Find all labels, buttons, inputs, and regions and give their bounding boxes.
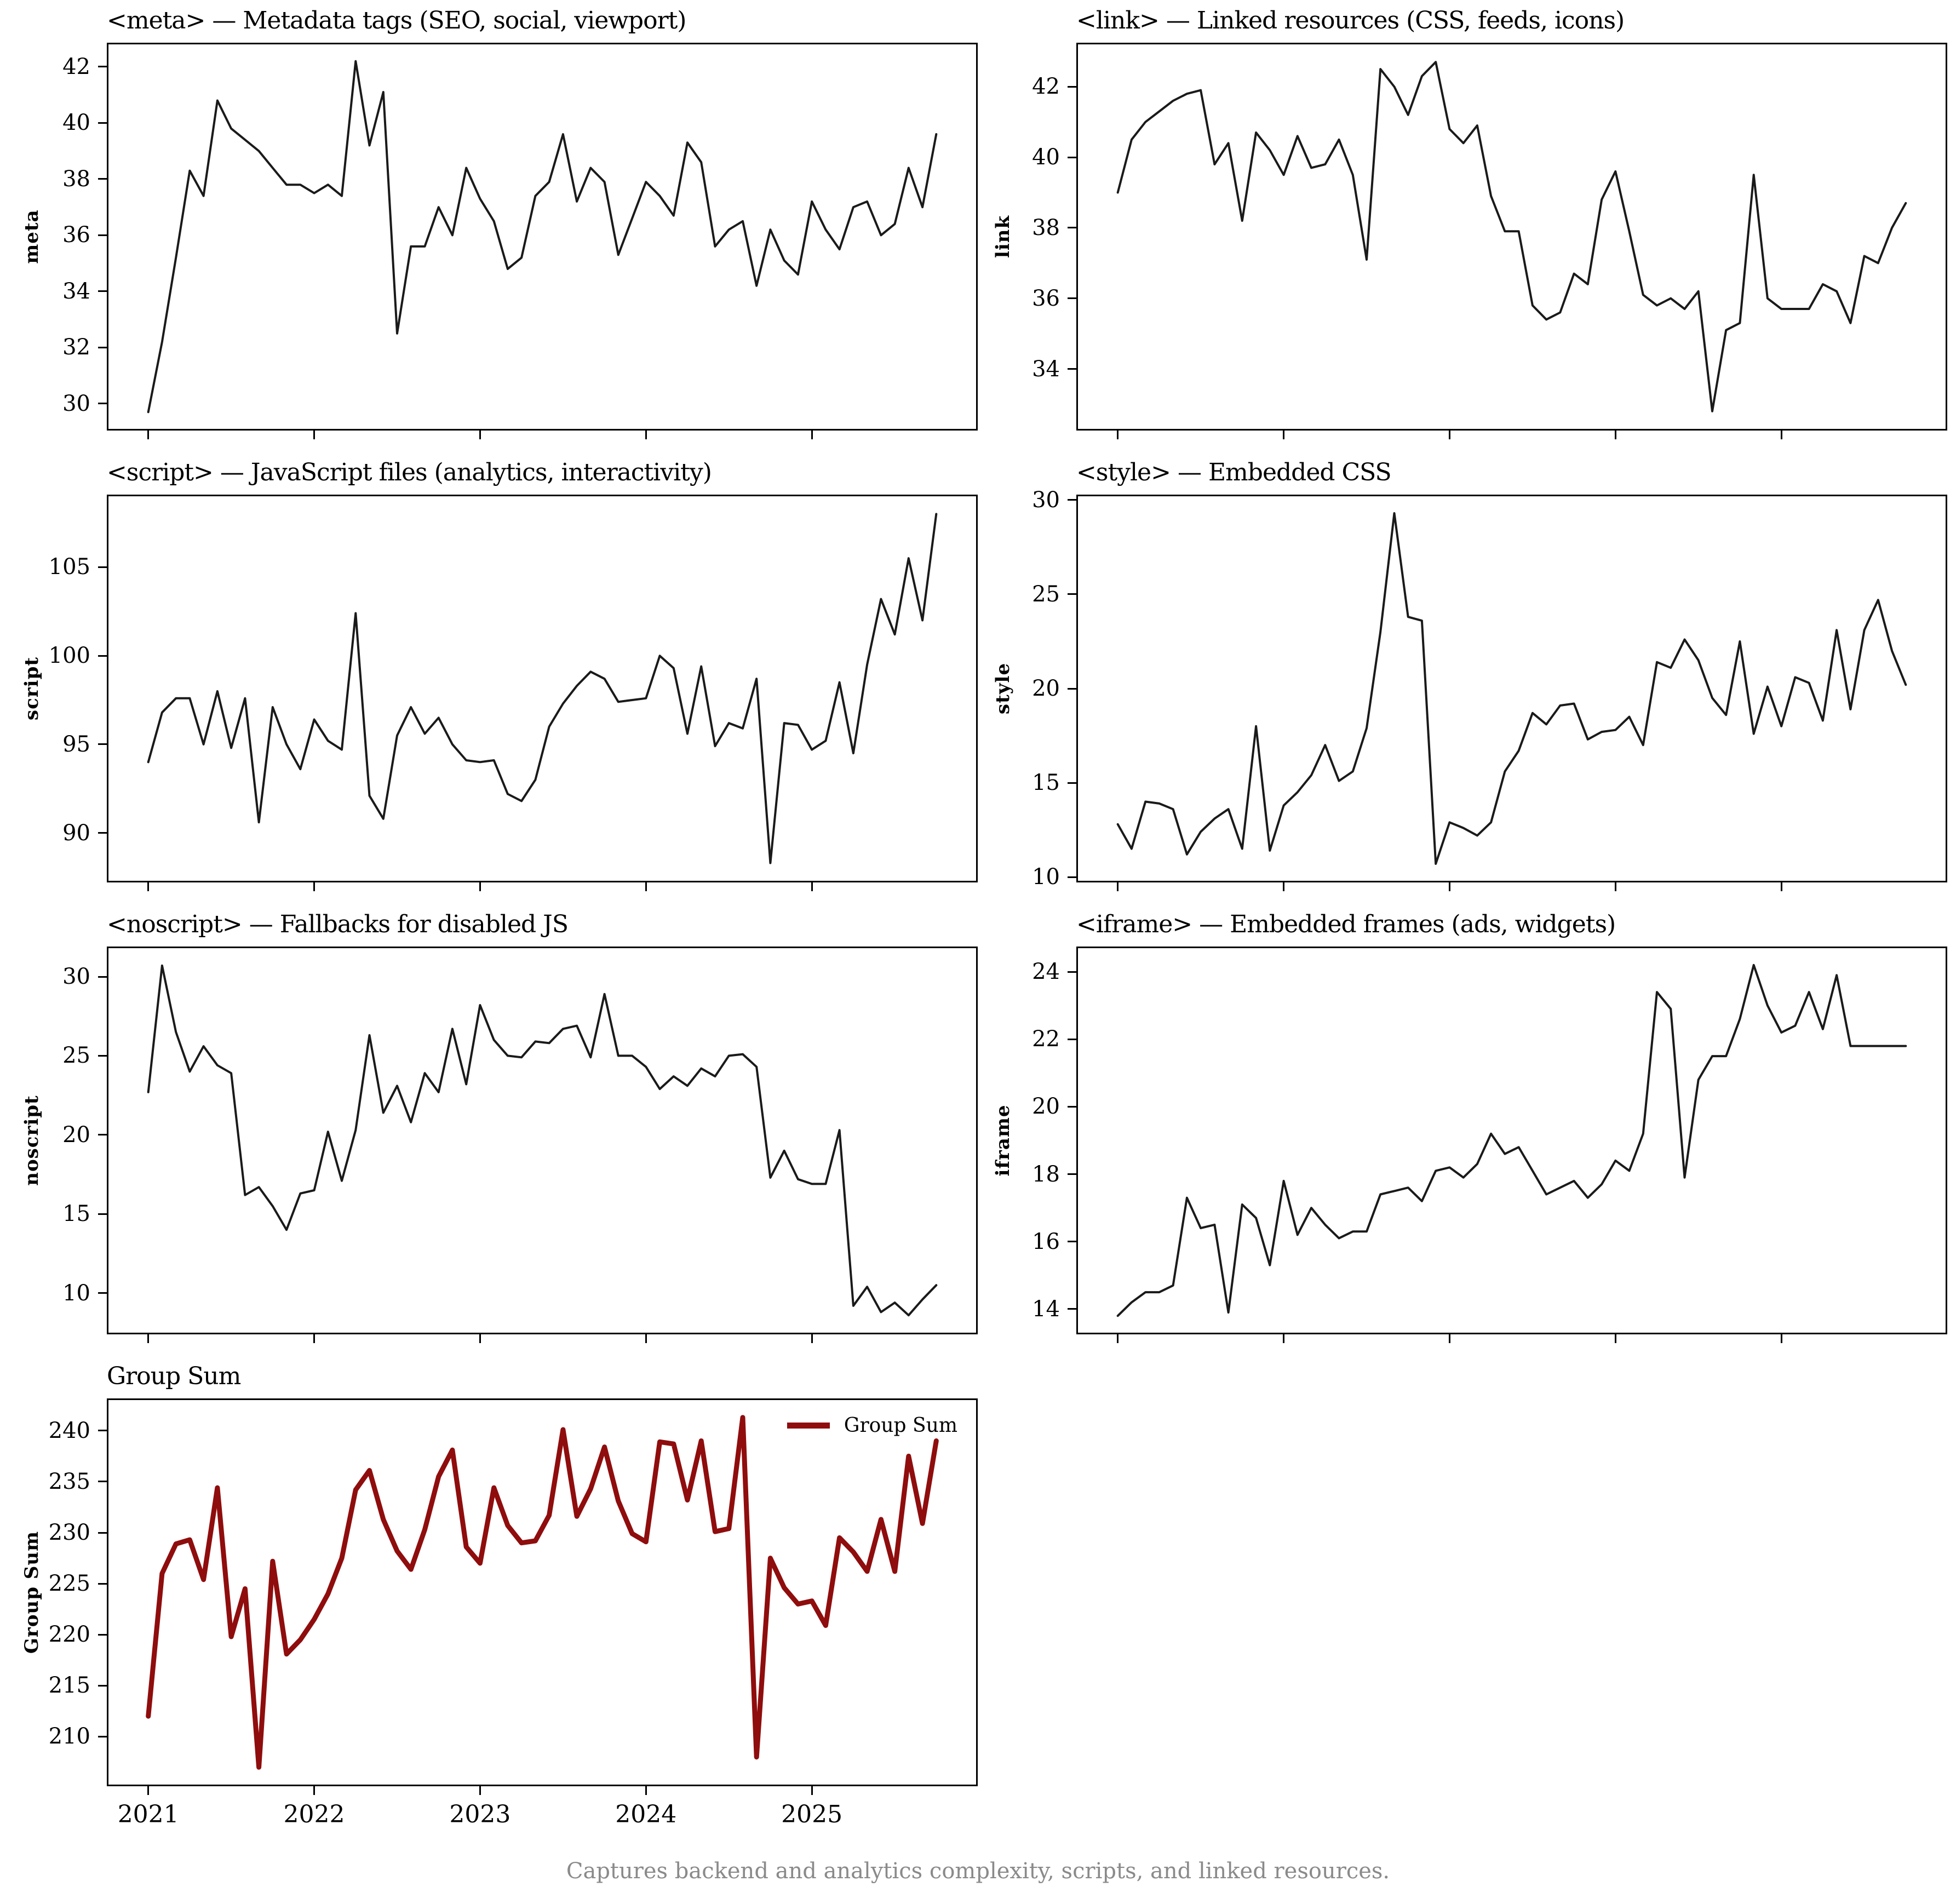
x-tick	[1117, 1334, 1118, 1343]
y-tick	[1068, 782, 1076, 784]
x-tick	[1283, 431, 1284, 439]
y-tick	[1068, 1106, 1076, 1108]
y-tick	[1068, 297, 1076, 299]
y-tick-label: 15	[1032, 770, 1060, 796]
y-tick	[98, 832, 107, 834]
y-tick	[1068, 157, 1076, 158]
y-tick-label: 16	[1032, 1229, 1060, 1254]
y-tick-label: 20	[1032, 676, 1060, 701]
legend-label: Group Sum	[844, 1414, 957, 1437]
y-tick	[1068, 227, 1076, 228]
line-series	[108, 44, 976, 429]
plot-area	[107, 43, 978, 431]
plot-area	[1076, 495, 1947, 882]
y-tick	[1068, 86, 1076, 88]
y-tick-label: 100	[48, 643, 90, 669]
y-tick	[98, 1292, 107, 1294]
y-tick	[98, 66, 107, 67]
plot-area	[107, 495, 978, 882]
y-tick-label: 36	[1032, 285, 1060, 311]
line-series	[108, 948, 976, 1333]
x-tick-label: 2023	[449, 1800, 511, 1828]
x-tick-label: 2021	[117, 1800, 179, 1828]
chart-title: <noscript> — Fallbacks for disabled JS	[107, 910, 568, 938]
x-tick	[1615, 882, 1616, 891]
legend	[787, 1414, 957, 1437]
subplot-group-sum	[0, 1356, 978, 1838]
y-tick-label: 18	[1032, 1161, 1060, 1187]
y-tick-label: 215	[48, 1673, 90, 1699]
x-tick	[1615, 1334, 1616, 1343]
x-tick	[1781, 1334, 1782, 1343]
line-series	[108, 1400, 976, 1785]
y-tick-label: 22	[1032, 1026, 1060, 1052]
y-tick	[98, 566, 107, 568]
y-tick-label: 230	[48, 1520, 90, 1546]
y-tick	[98, 1583, 107, 1585]
x-tick	[1449, 431, 1450, 439]
x-tick	[1615, 431, 1616, 439]
x-tick	[147, 882, 149, 891]
y-tick-label: 38	[1032, 215, 1060, 240]
y-tick-label: 10	[62, 1280, 90, 1306]
y-tick-label: 20	[62, 1122, 90, 1148]
subplot-link	[978, 0, 1956, 452]
x-tick	[147, 1786, 149, 1795]
y-tick-label: 20	[1032, 1094, 1060, 1120]
x-tick	[147, 431, 149, 439]
subplot-noscript	[0, 904, 978, 1356]
subplot-script	[0, 452, 978, 904]
x-tick	[811, 882, 813, 891]
chart-title: <script> — JavaScript files (analytics, interactivity)	[107, 458, 712, 486]
x-tick	[479, 431, 481, 439]
x-tick	[147, 1334, 149, 1343]
y-tick	[98, 290, 107, 292]
chart-title: <iframe> — Embedded frames (ads, widgets)	[1076, 910, 1616, 938]
subplot-meta	[0, 0, 978, 452]
y-tick	[98, 655, 107, 657]
y-tick-label: 240	[48, 1418, 90, 1443]
y-tick	[98, 1055, 107, 1057]
chart-title: <meta> — Metadata tags (SEO, social, viewport)	[107, 7, 686, 35]
x-tick	[313, 882, 315, 891]
y-tick-label: 90	[62, 820, 90, 846]
y-tick	[1068, 1173, 1076, 1175]
x-tick	[645, 1786, 647, 1795]
x-tick	[811, 1786, 813, 1795]
x-tick-label: 2025	[781, 1800, 843, 1828]
y-tick	[1068, 688, 1076, 690]
y-tick-label: 25	[1032, 581, 1060, 607]
y-tick	[98, 178, 107, 180]
x-tick	[1283, 882, 1284, 891]
x-tick	[1781, 431, 1782, 439]
x-tick	[1449, 882, 1450, 891]
plot-area	[1076, 947, 1947, 1334]
y-tick	[1068, 499, 1076, 501]
y-tick	[98, 122, 107, 124]
line-series	[1078, 948, 1946, 1333]
x-tick	[1283, 1334, 1284, 1343]
y-axis-label: noscript	[21, 1095, 43, 1186]
y-tick-label: 34	[1032, 356, 1060, 382]
y-tick	[98, 1736, 107, 1737]
y-tick-label: 24	[1032, 959, 1060, 985]
y-tick-label: 38	[62, 166, 90, 192]
y-tick-label: 42	[62, 54, 90, 79]
line-series	[1078, 496, 1946, 881]
y-tick-label: 42	[1032, 74, 1060, 100]
y-tick	[1068, 593, 1076, 595]
x-tick	[479, 882, 481, 891]
y-tick	[1068, 368, 1076, 370]
y-tick	[1068, 1039, 1076, 1040]
chart-title: Group Sum	[107, 1362, 241, 1390]
y-tick	[98, 743, 107, 745]
chart-title: <link> — Linked resources (CSS, feeds, icons)	[1076, 7, 1625, 35]
x-tick	[479, 1786, 481, 1795]
y-tick-label: 15	[62, 1201, 90, 1227]
y-tick	[98, 1213, 107, 1215]
y-axis-label: Group Sum	[21, 1530, 43, 1654]
y-tick-label: 105	[48, 554, 90, 580]
x-tick	[1781, 882, 1782, 891]
plot-area	[1076, 43, 1947, 431]
y-tick	[98, 1532, 107, 1534]
y-tick	[98, 976, 107, 978]
y-tick	[98, 1430, 107, 1431]
y-axis-label: meta	[21, 209, 43, 264]
y-tick	[1068, 1308, 1076, 1310]
y-tick-label: 30	[1032, 487, 1060, 513]
x-tick	[811, 1334, 813, 1343]
y-tick-label: 40	[1032, 145, 1060, 170]
y-tick	[1068, 876, 1076, 878]
y-tick-label: 10	[1032, 864, 1060, 890]
y-tick-label: 32	[62, 335, 90, 360]
subplot-iframe	[978, 904, 1956, 1356]
y-tick	[98, 1685, 107, 1687]
y-tick-label: 95	[62, 731, 90, 757]
x-tick	[811, 431, 813, 439]
y-tick	[98, 403, 107, 404]
y-tick-label: 30	[62, 964, 90, 989]
y-tick-label: 34	[62, 278, 90, 304]
y-tick	[98, 234, 107, 236]
x-tick-label: 2024	[615, 1800, 677, 1828]
y-tick-label: 30	[62, 391, 90, 416]
line-series	[1078, 44, 1946, 429]
y-tick	[98, 347, 107, 348]
y-tick-label: 220	[48, 1622, 90, 1648]
y-tick-label: 14	[1032, 1296, 1060, 1322]
y-tick-label: 210	[48, 1724, 90, 1750]
y-tick-label: 225	[48, 1571, 90, 1597]
y-axis-label: script	[21, 656, 43, 721]
x-tick	[1117, 431, 1118, 439]
y-tick	[98, 1634, 107, 1636]
plot-area	[107, 1398, 978, 1786]
y-tick-label: 36	[62, 222, 90, 248]
x-tick	[313, 431, 315, 439]
chart-title: <style> — Embedded CSS	[1076, 458, 1391, 486]
line-series	[108, 496, 976, 881]
y-tick-label: 25	[62, 1043, 90, 1069]
x-tick	[313, 1786, 315, 1795]
x-tick	[645, 431, 647, 439]
y-axis-label: iframe	[992, 1104, 1014, 1177]
figure-caption: Captures backend and analytics complexity, scripts, and linked resources.	[566, 1858, 1390, 1884]
y-tick	[98, 1481, 107, 1482]
x-tick	[645, 882, 647, 891]
plot-area	[107, 947, 978, 1334]
y-tick	[98, 1134, 107, 1135]
y-tick	[1068, 1241, 1076, 1242]
empty-subplot-slot	[978, 1356, 1956, 1838]
y-tick-label: 40	[62, 110, 90, 136]
y-tick	[1068, 971, 1076, 973]
x-tick	[1449, 1334, 1450, 1343]
subplot-style	[978, 452, 1956, 904]
y-axis-label: style	[992, 662, 1014, 715]
x-tick	[313, 1334, 315, 1343]
legend-line-swatch	[787, 1423, 830, 1429]
x-tick	[645, 1334, 647, 1343]
y-tick-label: 235	[48, 1469, 90, 1494]
y-axis-label: link	[992, 215, 1014, 259]
x-tick	[1117, 882, 1118, 891]
x-tick	[479, 1334, 481, 1343]
x-tick-label: 2022	[283, 1800, 345, 1828]
